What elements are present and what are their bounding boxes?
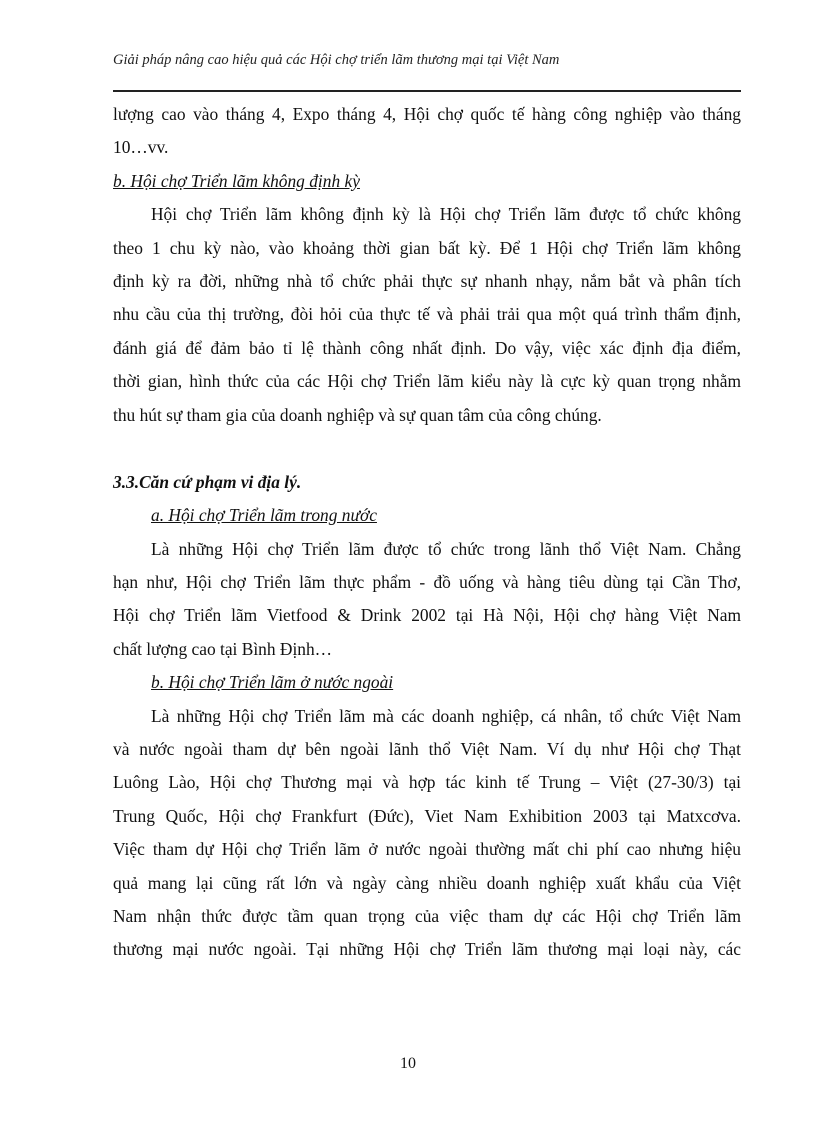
text-line: Là những Hội chợ Triển lãm mà các doanh nghiệp, cá nhân, tổ chức Việt Nam bbox=[151, 705, 741, 726]
text-line: quả mang lại cũng rất lớn và ngày càng nhiều doanh nghiệp xuất khẩu của Việt bbox=[113, 872, 741, 893]
text-line: và nước ngoài tham dự bên ngoài lãnh thổ Việt Nam. Ví dụ như Hội chợ Thạt bbox=[113, 739, 741, 760]
header-rule bbox=[113, 90, 741, 92]
text-line: Hội chợ Triển lãm không định kỳ là Hội chợ Triển lãm được tổ chức không bbox=[151, 204, 741, 225]
text-line: 10…vv. bbox=[113, 137, 169, 158]
text-line: thời gian, hình thức của các Hội chợ Triển lãm kiểu này là cực kỳ quan trọng nhằm bbox=[113, 371, 741, 392]
subheading-domestic: a. Hội chợ Triển lãm trong nước bbox=[151, 505, 377, 526]
paragraph-non-periodic bbox=[113, 198, 741, 432]
running-header: Giải pháp nâng cao hiệu quả các Hội chợ triển lãm thương mại tại Việt Nam bbox=[113, 52, 560, 68]
text-line: chất lượng cao tại Bình Định… bbox=[113, 638, 333, 659]
text-line: đánh giá để đảm bảo tỉ lệ thành công nhất định. Do vậy, việc xác định địa điểm, bbox=[113, 337, 741, 358]
text-line: Trung Quốc, Hội chợ Frankfurt (Đức), Viet Nam Exhibition 2003 tại Matxcơva. bbox=[113, 805, 741, 826]
text-line: thu hút sự tham gia của doanh nghiệp và sự quan tâm của công chúng. bbox=[113, 404, 602, 425]
text-line: định kỳ ra đời, những nhà tổ chức phải thực sự nhanh nhạy, nắm bắt và phân tích bbox=[113, 270, 741, 291]
text-line: theo 1 chu kỳ nào, vào khoảng thời gian bất kỳ. Để 1 Hội chợ Triển lãm không bbox=[113, 237, 741, 258]
text-line: nhu cầu của thị trường, đòi hỏi của thực tế và phải trải qua một quá trình thẩm định, bbox=[113, 304, 741, 325]
text-line: hạn như, Hội chợ Triển lãm thực phẩm - đồ uống và hàng tiêu dùng tại Cần Thơ, bbox=[113, 572, 741, 593]
text-line: lượng cao vào tháng 4, Expo tháng 4, Hội chợ quốc tế hàng công nghiệp vào tháng bbox=[113, 104, 741, 124]
text-line: Luông Lào, Hội chợ Thương mại và hợp tác kinh tế Trung – Việt (27-30/3) tại bbox=[113, 772, 741, 793]
paragraph-overseas bbox=[113, 700, 741, 967]
text-line: Việc tham dự Hội chợ Triển lãm ở nước ngoài thường mất chi phí cao nhưng hiệu bbox=[113, 839, 741, 860]
text-line: Là những Hội chợ Triển lãm được tổ chức trong lãnh thổ Việt Nam. Chẳng bbox=[151, 538, 741, 559]
text-line: Hội chợ Triển lãm Vietfood & Drink 2002 tại Hà Nội, Hội chợ hàng Việt Nam bbox=[113, 605, 741, 626]
paragraph-continued bbox=[113, 98, 741, 165]
paragraph-domestic bbox=[113, 533, 741, 667]
page-body bbox=[113, 98, 741, 967]
text-line: thương mại nước ngoài. Tại những Hội chợ Triển lãm thương mại loại này, các bbox=[113, 939, 741, 960]
subheading-non-periodic: b. Hội chợ Triển lãm không định kỳ bbox=[113, 170, 360, 191]
spacer bbox=[113, 432, 741, 466]
text-line: Nam nhận thức được tầm quan trọng của việc tham dự các Hội chợ Triển lãm bbox=[113, 905, 741, 926]
subheading-overseas: b. Hội chợ Triển lãm ở nước ngoài bbox=[151, 672, 394, 693]
section-heading: 3.3.Căn cứ phạm vi địa lý. bbox=[113, 471, 302, 492]
page-number: 10 bbox=[400, 1055, 416, 1072]
